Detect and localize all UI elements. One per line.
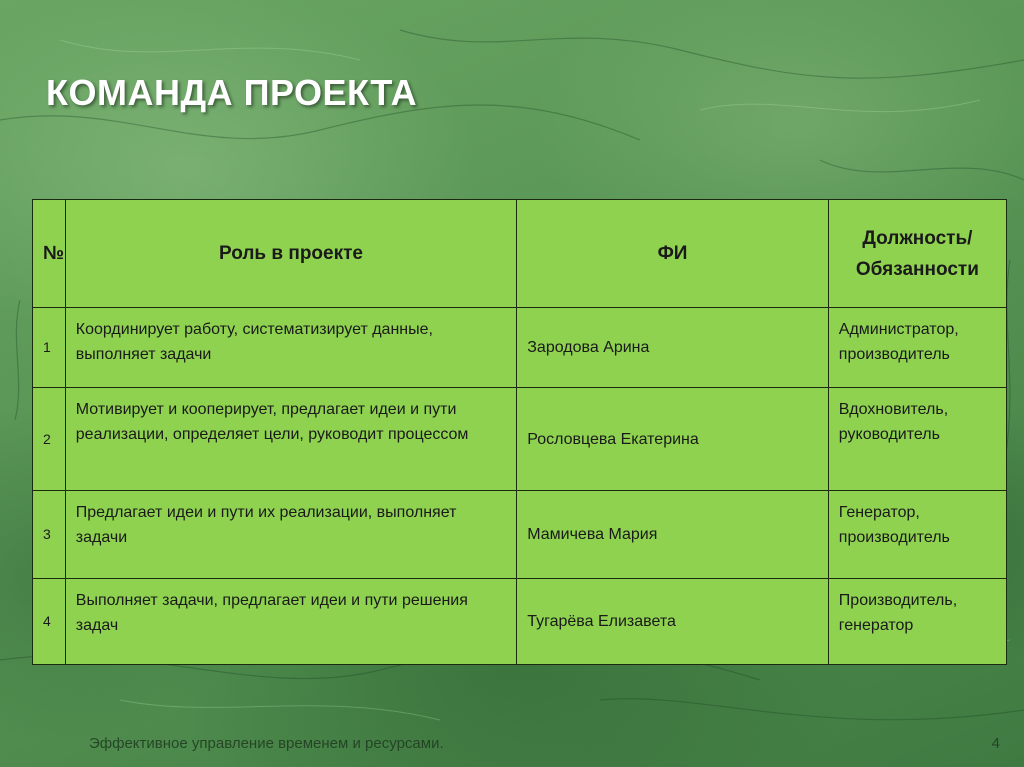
row-number: 1: [33, 308, 66, 388]
table-row: [33, 491, 1007, 579]
row-role: Выполняет задачи, предлагает идеи и пути решения задач: [65, 579, 516, 665]
row-position: Вдохновитель, руководитель: [828, 388, 1006, 491]
row-role: Мотивирует и кооперирует, предлагает идеи и пути реализации, определяет цели, руководит процессом: [65, 388, 516, 491]
row-name: Мамичева Мария: [517, 491, 829, 579]
row-role: Координирует работу, систематизирует данные, выполняет задачи: [65, 308, 516, 388]
header-role: Роль в проекте: [65, 200, 516, 308]
row-role: Предлагает идеи и пути их реализации, выполняет задачи: [65, 491, 516, 579]
row-number: 3: [33, 491, 66, 579]
row-number: 2: [33, 388, 66, 491]
header-position: Должность/ Обязанности: [828, 200, 1006, 308]
table-row: [33, 579, 1007, 665]
row-position: Администратор, производитель: [828, 308, 1006, 388]
table-row: [33, 308, 1007, 388]
slide-number: 4: [991, 735, 1000, 752]
row-name: Тугарёва Елизавета: [517, 579, 829, 665]
row-position: Производитель, генератор: [828, 579, 1006, 665]
slide-title: КОМАНДА ПРОЕКТА: [46, 72, 418, 113]
row-position: Генератор, производитель: [828, 491, 1006, 579]
row-number: 4: [33, 579, 66, 665]
table-row: [33, 388, 1007, 491]
slide-footer: Эффективное управление временем и ресурсами.: [89, 735, 444, 752]
project-team-table: [32, 199, 1007, 665]
header-number: №: [33, 200, 66, 308]
header-name: ФИ: [517, 200, 829, 308]
row-name: Рословцева Екатерина: [517, 388, 829, 491]
table-header-row: [33, 200, 1007, 308]
row-name: Зародова Арина: [517, 308, 829, 388]
